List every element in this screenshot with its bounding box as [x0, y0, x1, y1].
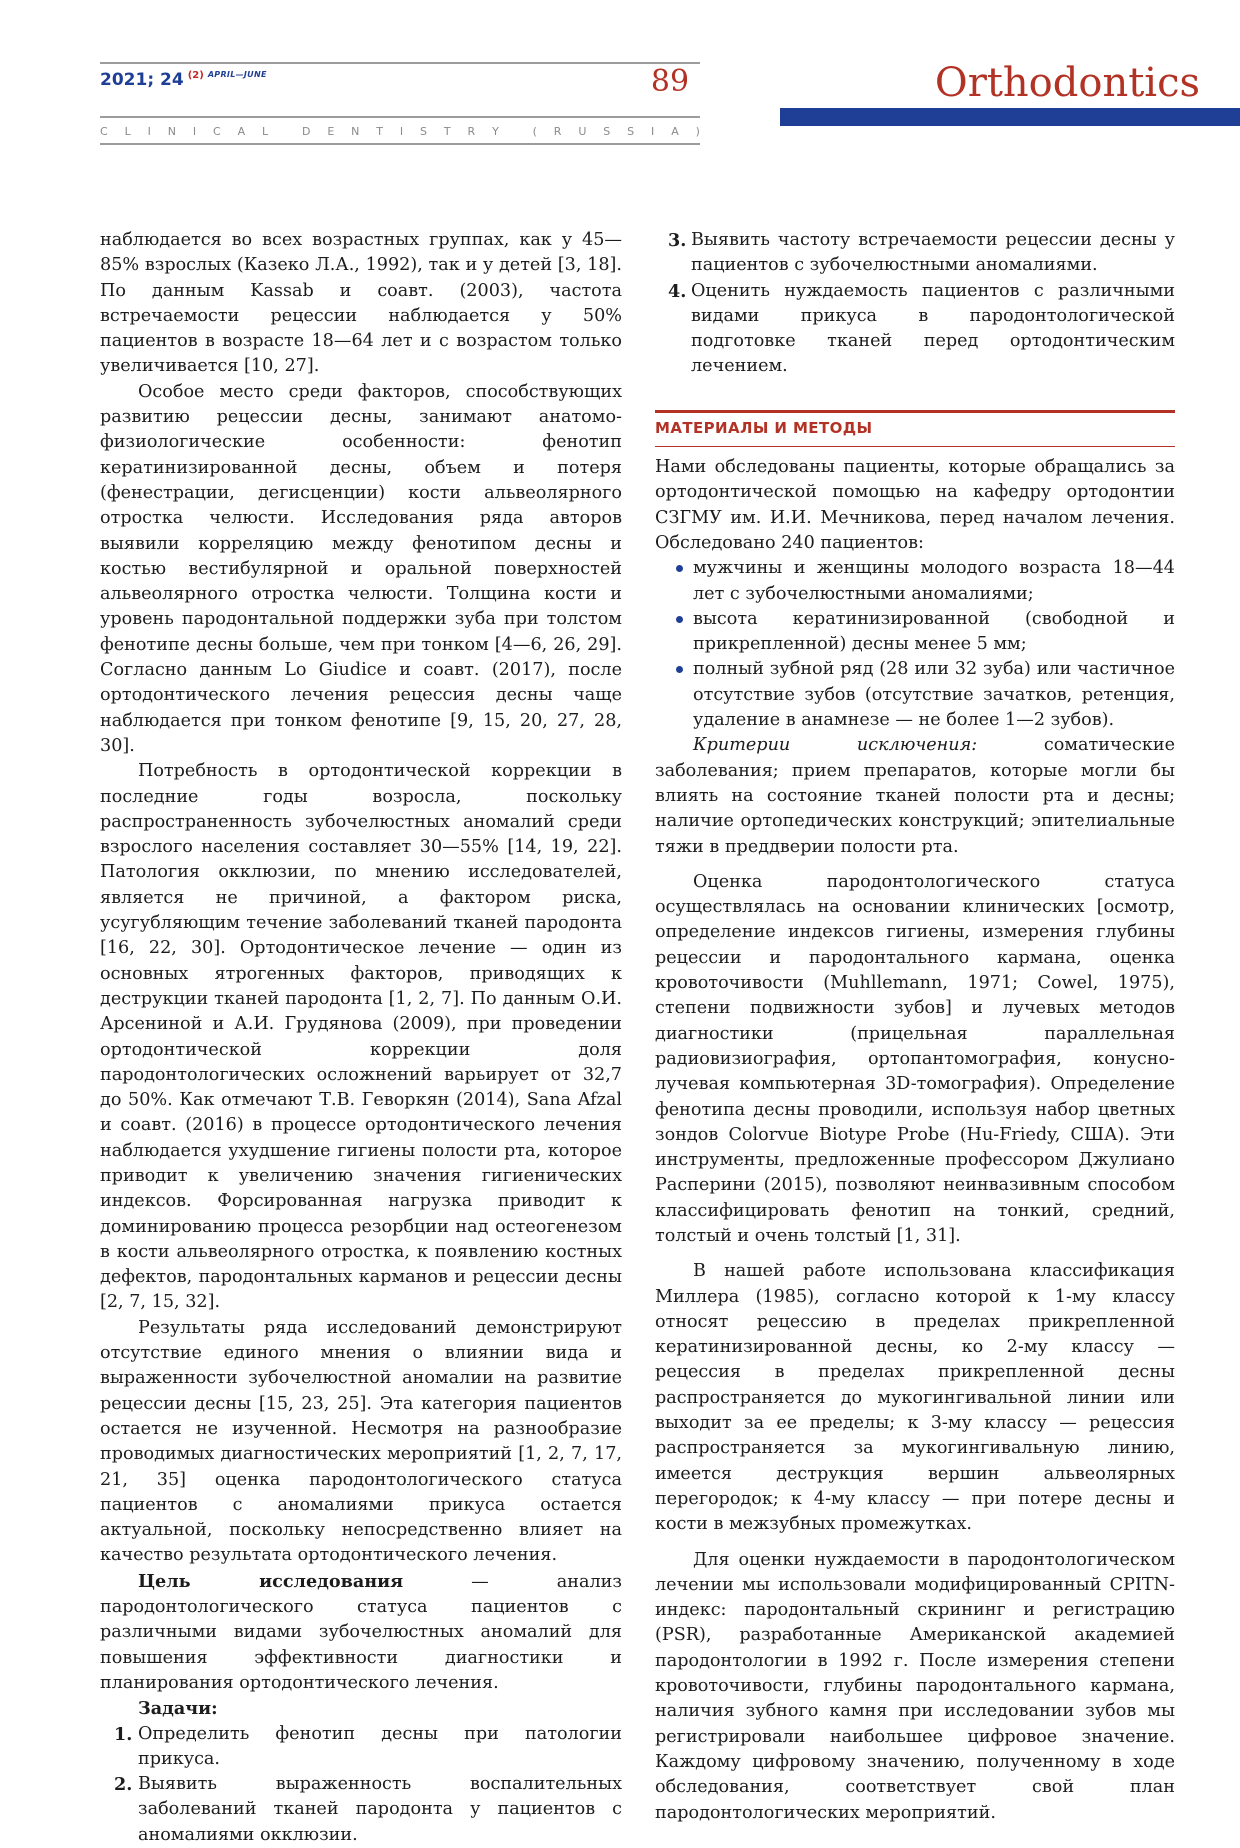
- list-text: высота кератинизированной (свободной и прикрепленной) десны менее 5 мм;: [693, 608, 1175, 655]
- paragraph: Нами обследованы пациенты, которые обращались за ортодонтической помощью на кафедру ортодонтии СЗГМУ им. И.И. Мечникова, перед началом лечения. Обследовано 240 пациентов:: [655, 457, 1175, 553]
- journal-letter: I: [147, 125, 151, 138]
- paragraph: Потребность в ортодонтической коррекции в последние годы возросла, поскольку распространенность зубочелюстных аномалий среди взрослого населения составляет 30—55% [14, 19, 22]. Патология окклюзии, по мнению исследователей, является не причиной, а фактором риска, усугубляющим течение заболеваний тканей пародонта [16, 22, 30]. Ортодонтическое лечение — один из основных ятрогенных факторов, приводящих к деструкции тканей пародонта [1, 2, 7]. По данным О.И. Арсениной и А.И. Грудянова (2009), при проведении ортодонтической коррекции доля пародонтологических осложнений варьирует от 32,7 до 50%. Как отмечают Т.В. Геворкян (2014), Sana Afzal и соавт. (2016) в процессе ортодонтического лечения наблюдается ухудшение гигиены полости рта, которое приводит к увеличению значения гигиенических индексов. Форсированная нагрузка приводит к доминированию процесса резорбции над остеогенезом в кости альвеолярного отростка, к появлению костных дефектов, пародонтальных карманов и рецессии десны [2, 7, 15, 32].: [100, 761, 622, 1313]
- paragraph: Результаты ряда исследований демонстрируют отсутствие единого мнения о влиянии вида и выраженности зубочелюстной аномалии на развитие рецессии десны [15, 23, 25]. Эта категория пациентов остается не изученной. Несмотря на разнообразие проводимых диагностических мероприятий [1, 2, 7, 17, 21, 35] оценка пародонтологического статуса пациентов с аномалиями прикуса остается актуальной, поскольку непосредственно влияет на качество результата ортодонтического лечения.: [100, 1317, 622, 1566]
- bullet-icon: [676, 666, 683, 673]
- tasks-list-continued: [655, 228, 1175, 380]
- list-item: [655, 556, 1175, 607]
- goal-paragraph: [100, 1569, 622, 1696]
- issue-months: APRIL—JUNE: [207, 70, 267, 79]
- paragraph: наблюдается во всех возрастных группах, как у 45—85% взрослых (Казеко Л.А., 1992), так и у детей [3, 18]. По данным Kassab и соавт. (2003), частота встречаемости рецессии наблюдается у 50% пациентов в возрасте 18—64 лет и с возрастом только увеличивается [10, 27].: [100, 230, 622, 377]
- journal-letter: (: [532, 125, 537, 138]
- journal-letter: C: [213, 125, 221, 138]
- tasks-heading: Задачи:: [138, 1698, 218, 1720]
- list-item: [100, 1722, 622, 1773]
- issue-number: (2): [187, 70, 204, 81]
- journal-letter: I: [192, 125, 197, 138]
- journal-letter: D: [301, 125, 311, 138]
- criteria-list: [655, 556, 1175, 733]
- goal-lead: Цель исследования: [138, 1570, 404, 1592]
- right-column: [655, 228, 1175, 1826]
- exclusion-paragraph: [655, 733, 1175, 859]
- journal-letter: T: [443, 125, 451, 138]
- list-number: 2.: [114, 1774, 133, 1796]
- journal-letter: E: [327, 125, 335, 138]
- journal-letter: S: [603, 125, 611, 138]
- journal-letter: Y: [492, 125, 499, 138]
- list-item: [655, 228, 1175, 279]
- header-rule-middle: [100, 116, 700, 118]
- journal-letter: A: [237, 125, 246, 138]
- journal-letter: S: [420, 125, 428, 138]
- left-column: [100, 228, 622, 1848]
- issue-label: [100, 70, 267, 90]
- paragraph: Для оценки нуждаемости в пародонтологическом лечении мы использовали модифицированный CPITN-индекс: пародонтальный скрининг и регистрацию (PSR), разработанные Американской академией пародонтологии в 1992 г. После измерения степени кровоточивости, глубины пародонтального кармана, наличия зубного камня при исследовании зубов мы регистрировали наибольшее цифровое значение. Каждому цифровому значению, полученному в ходе обследования, соответствует свой план пародонтологических мероприятий.: [655, 1549, 1175, 1823]
- list-text: Выявить выраженность воспалительных заболеваний тканей пародонта у пациентов с аномалиями окклюзии.: [138, 1774, 622, 1845]
- exclusion-lead: Критерии исключения:: [693, 735, 978, 756]
- journal-letter: N: [167, 125, 176, 138]
- list-text: мужчины и женщины молодого возраста 18—44 лет с зубочелюстными аномалиями;: [693, 558, 1175, 604]
- header-rule-top: [100, 62, 700, 64]
- goal-text: — анализ пародонтологического статуса пациентов с различными видами зубочелюстных аномалий для повышения эффективности диагностики и планирования ортодонтического лечения.: [100, 1571, 622, 1693]
- issue-year-volume: 2021; 24: [100, 70, 184, 90]
- journal-letter: L: [262, 125, 269, 138]
- section-heading: МАТЕРИАЛЫ И МЕТОДЫ: [655, 410, 1175, 447]
- journal-letter: I: [399, 125, 404, 138]
- journal-letter: L: [124, 125, 131, 138]
- list-item: [100, 1772, 622, 1848]
- journal-letter: R: [553, 125, 562, 138]
- journal-name: [100, 125, 700, 138]
- section-color-bar: [780, 108, 1240, 126]
- list-number: 3.: [668, 230, 687, 251]
- journal-letter: S: [627, 125, 635, 138]
- list-item: [655, 607, 1175, 658]
- paragraph: В нашей работе использована классификация Миллера (1985), согласно которой к 1-му классу относят рецессию в пределах прикрепленной кератинизированной десны, ко 2-му классу — рецессия в пределах прикрепленной десны распространяется до мукогингивальной линии или выходит за ее пределы; к 3-му классу — рецессия распространяется за мукогингивальную линию, имеется деструкция вершин альвеолярных перегородок; к 4-му классу — при потере десны и кости в межзубных промежутках.: [655, 1261, 1175, 1535]
- tasks-list: [100, 1722, 622, 1848]
- journal-letter: ): [695, 125, 700, 138]
- list-item: [655, 657, 1175, 733]
- journal-letter: C: [100, 125, 108, 138]
- journal-letter: N: [351, 125, 360, 138]
- bullet-icon: [676, 565, 683, 572]
- list-number: 4.: [668, 280, 687, 302]
- journal-letter: I: [651, 125, 655, 138]
- journal-letter: T: [376, 125, 384, 138]
- paragraph: Оценка пародонтологического статуса осуществлялась на основании клинических [осмотр, определение индексов гигиены, измерения глубины рецессии и пародонтального кармана, оценка кровоточивости (Muhllemann, 1971; Cowel, 1975), степени подвижности зубов] и лучевых методов диагностики (прицельная параллельная радиовизиография, ортопантомография, конусно-лучевая компьютерная 3D-томография). Определение фенотипа десны проводили, используя набор цветных зондов Colorvue Biotype Probe (Hu-Friedy, США). Эти инструменты, предложенные профессором Джулиано Расперини (2015), позволяют неинвазивным способом классифицировать фенотип на тонкий, средний, толстый и очень толстый [1, 31].: [655, 871, 1175, 1246]
- list-text: Оценить нуждаемость пациентов с различными видами прикуса в пародонтологической подготовке тканей перед ортодонтическим лечением.: [691, 280, 1175, 377]
- page-number: 89: [650, 64, 690, 99]
- list-text: Определить фенотип десны при патологии прикуса.: [138, 1723, 622, 1769]
- exclusion-text: соматические заболевания; прием препаратов, которые могли бы влиять на состояние тканей полости рта и десны; наличие ортопедических конструкций; эпителиальные тяжи в преддверии полости рта.: [655, 735, 1175, 857]
- section-title: Orthodontics: [934, 60, 1200, 106]
- journal-letter: U: [578, 125, 587, 138]
- list-text: полный зубной ряд (28 или 32 зуба) или частичное отсутствие зубов (отсутствие зачатков, ретенция, удаление в анамнезе — не более 1—2 зубов).: [693, 659, 1175, 731]
- list-item: [655, 279, 1175, 380]
- journal-letter: A: [671, 125, 679, 138]
- bullet-icon: [676, 616, 683, 623]
- paragraph: Особое место среди факторов, способствующих развитию рецессии десны, занимают анатомо-физиологические особенности: фенотип кератинизированной десны, объем и потеря (фенестрации, дегисценции) кости альвеолярного отростка челюсти. Исследования ряда авторов выявили корреляцию между фенотипом десны и костью вестибулярной и оральной поверхностей альвеолярного отростка челюсти. Толщина кости и уровень пародонтальной поддержки зуба при толстом фенотипе десны больше, чем при тонком [4—6, 26, 29]. Согласно данным Lo Giudice и соавт. (2017), после ортодонтического лечения рецессия десны чаще наблюдается при тонком фенотипе [9, 15, 20, 27, 28, 30].: [100, 381, 622, 756]
- journal-letter: R: [467, 125, 476, 138]
- header-rule-bottom: [100, 143, 700, 145]
- list-text: Выявить частоту встречаемости рецессии десны у пациентов с зубочелюстными аномалиями.: [691, 230, 1175, 276]
- list-number: 1.: [114, 1723, 133, 1745]
